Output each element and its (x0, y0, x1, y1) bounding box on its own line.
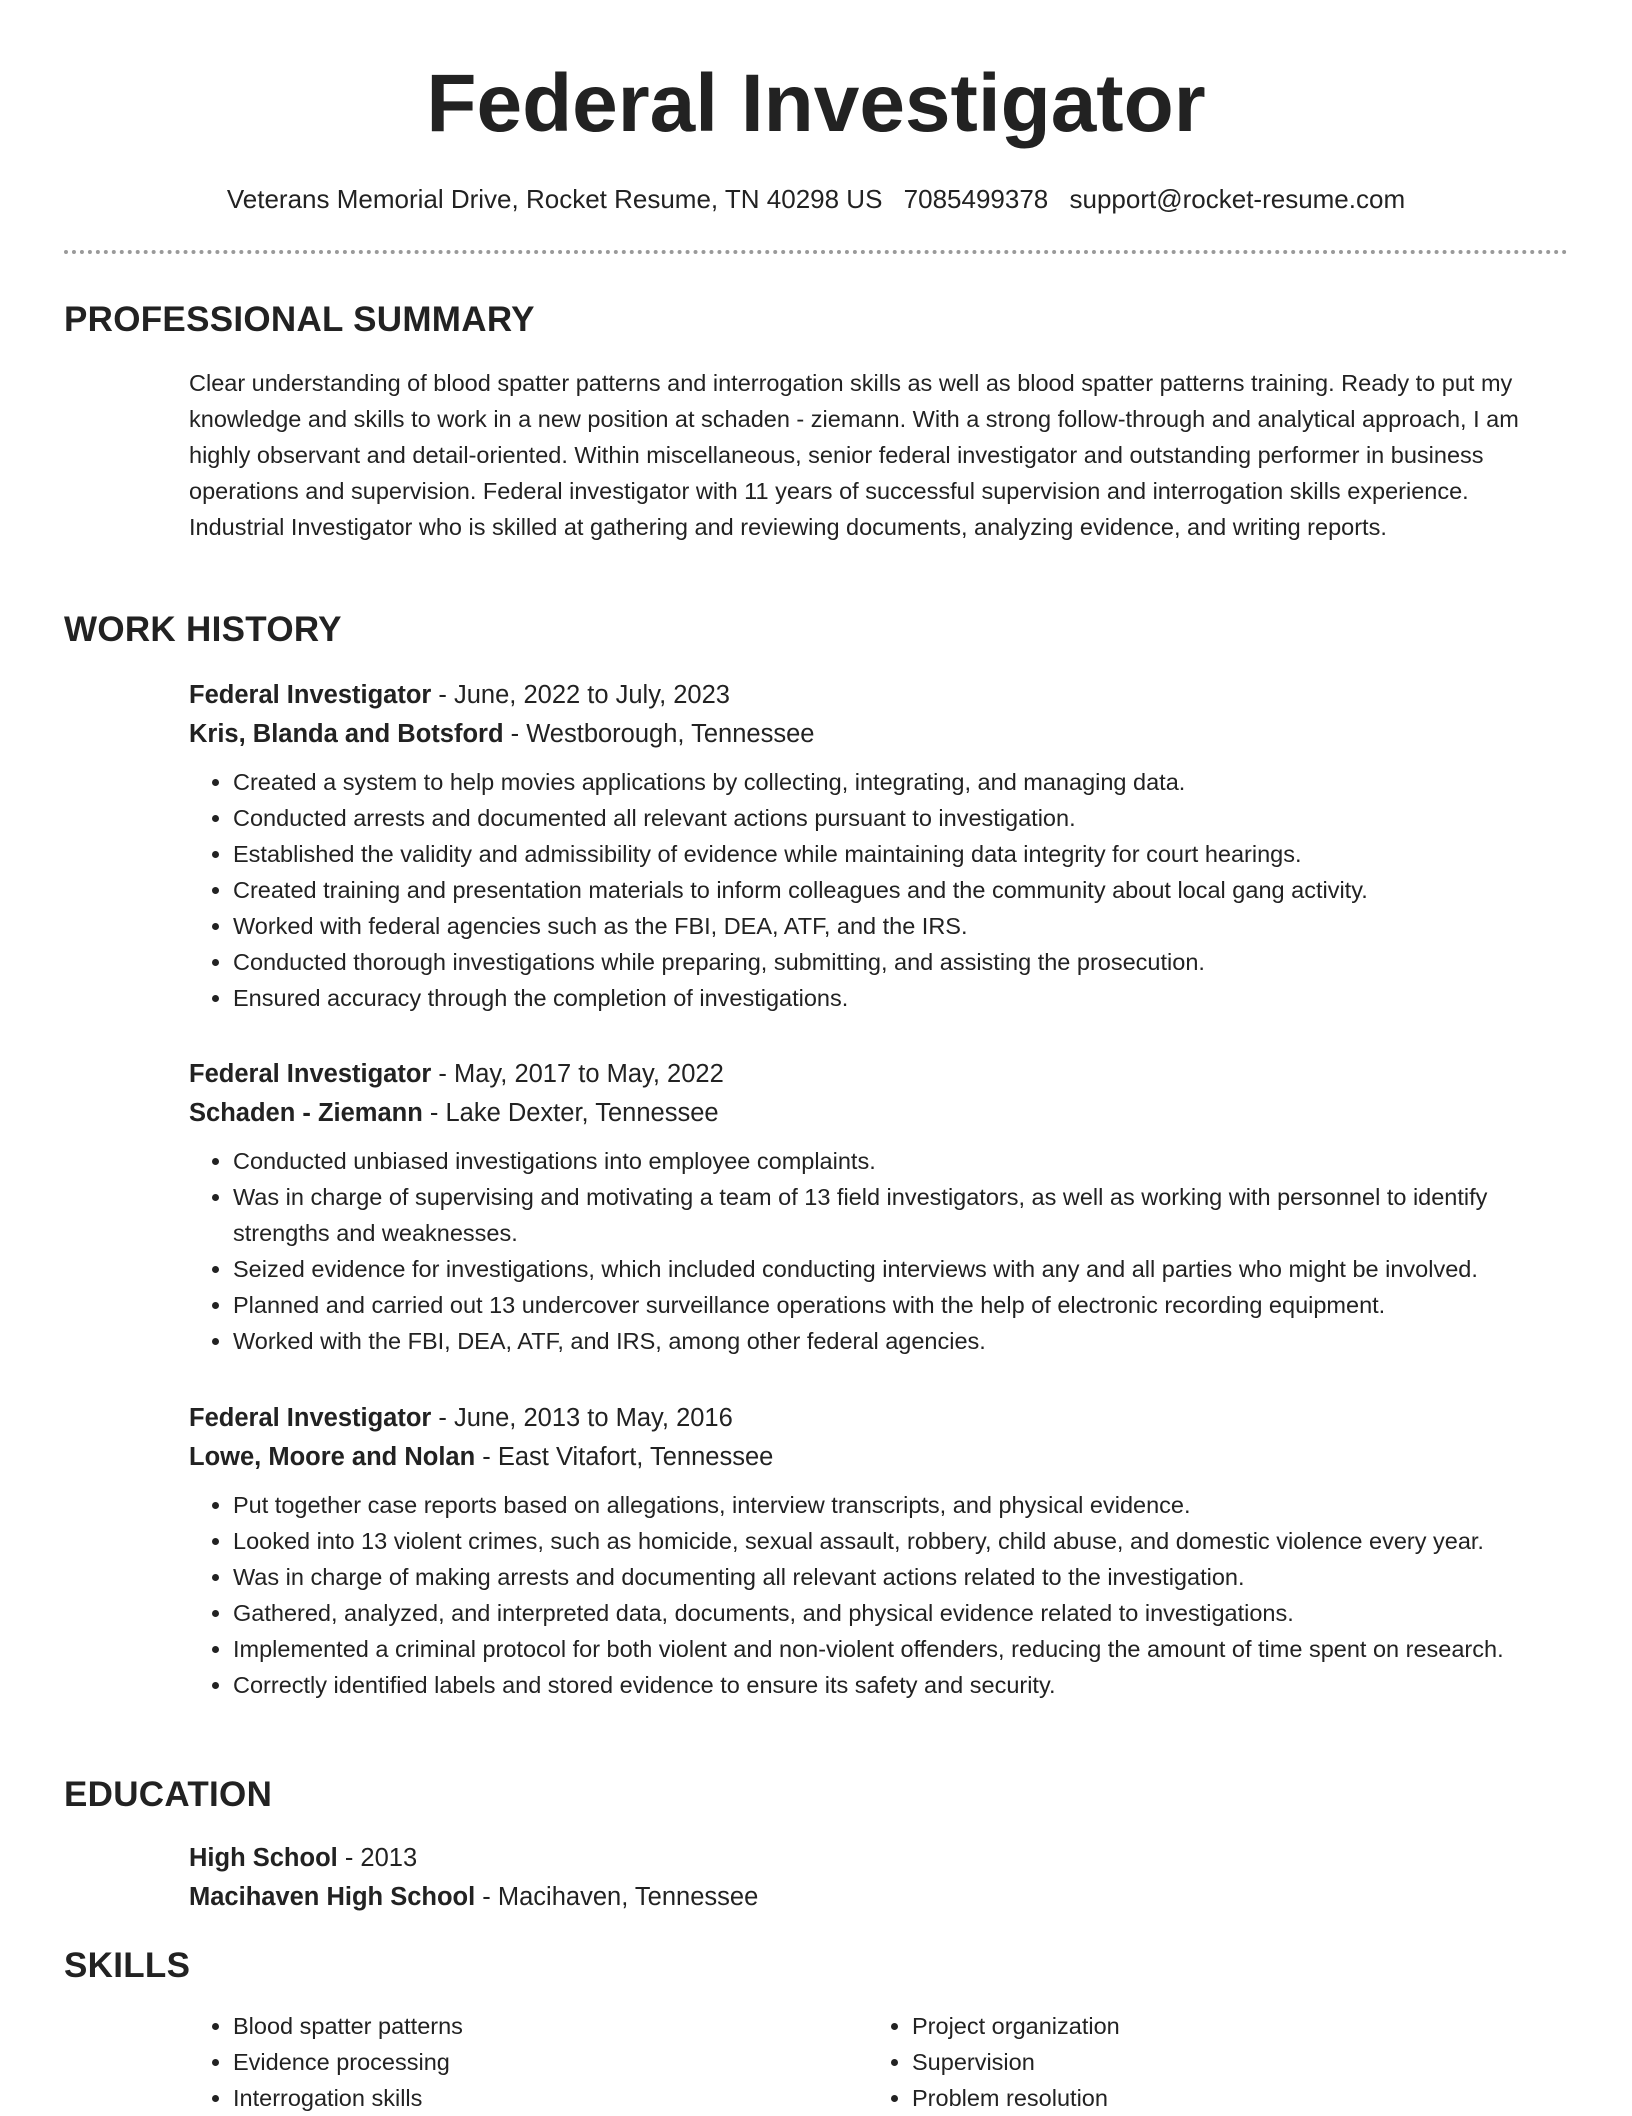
job-company: Schaden - Ziemann (189, 1099, 423, 1127)
education-heading: EDUCATION (64, 1775, 273, 1814)
list-item: • Implemented a criminal protocol for both violent and non-violent offenders, reducing the amount of time spent on research. (233, 1631, 1569, 1667)
job-company-line (189, 1094, 1569, 1133)
summary-heading: PROFESSIONAL SUMMARY (64, 300, 535, 339)
job-title: Federal Investigator (189, 681, 432, 709)
job-title-line (189, 1399, 1569, 1438)
list-item: • Correctly identified labels and stored evidence to ensure its safety and security. (233, 1667, 1569, 1703)
job-entry (189, 1399, 1569, 1703)
education-school-line (189, 1878, 1569, 1917)
job-location: - Westborough, Tennessee (503, 720, 815, 748)
contact-address: Veterans Memorial Drive, Rocket Resume, TN 40298 US (226, 184, 883, 214)
list-item: • Created a system to help movies applications by collecting, integrating, and managing data. (233, 764, 1569, 800)
skill-item: • Problem resolution (912, 2080, 1508, 2116)
job-dates: - June, 2013 to May, 2016 (431, 1404, 733, 1432)
summary-text: Clear understanding of blood spatter patterns and interrogation skills as well as blood spatter patterns training. Ready to put my knowledge and skills to work in a new position at schaden - ziemann. With a strong follow-through and analytical approach, I am highly observant and detail-oriented. Within miscellaneous, senior federal investigator and outstanding performer in business operations and supervision. Federal investigator with 11 years of successful supervision and interrogation skills experience. Industrial Investigator who is skilled at gathering and reviewing documents, analyzing evidence, and writing reports. (189, 370, 1519, 540)
list-item: • Gathered, analyzed, and interpreted data, documents, and physical evidence related to investigations. (233, 1595, 1569, 1631)
education-degree: High School (189, 1844, 338, 1872)
contact-line (0, 182, 1632, 216)
job-title-line (189, 1055, 1569, 1094)
skill-item: • Supervision (912, 2044, 1508, 2080)
job-dates: - June, 2022 to July, 2023 (431, 681, 730, 709)
job-title: Federal Investigator (189, 1060, 432, 1088)
skills-heading: SKILLS (64, 1946, 191, 1985)
job-company-line (189, 1438, 1569, 1477)
work-history-heading: WORK HISTORY (64, 610, 342, 649)
skills-list-left (189, 2008, 829, 2116)
summary-section (189, 365, 1569, 545)
skills-column-left (189, 2008, 829, 2116)
list-item: • Created training and presentation materials to inform colleagues and the community about local gang activity. (233, 872, 1569, 908)
list-item: • Planned and carried out 13 undercover surveillance operations with the help of electronic recording equipment. (233, 1287, 1569, 1323)
job-company: Kris, Blanda and Botsford (189, 720, 504, 748)
job-title: Federal Investigator (189, 1404, 432, 1432)
list-item: • Conducted thorough investigations while preparing, submitting, and assisting the prosecution. (233, 944, 1569, 980)
job-bullets (189, 764, 1569, 1016)
skills-list-right (868, 2008, 1508, 2116)
job-entry (189, 676, 1569, 1016)
list-item: • Put together case reports based on allegations, interview transcripts, and physical evidence. (233, 1487, 1569, 1523)
job-dates: - May, 2017 to May, 2022 (431, 1060, 724, 1088)
skill-item: • Project organization (912, 2008, 1508, 2044)
job-title-line (189, 676, 1569, 715)
list-item: • Was in charge of supervising and motivating a team of 13 field investigators, as well as working with personnel to identify strengths and weaknesses. (233, 1179, 1569, 1251)
job-bullets (189, 1487, 1569, 1703)
candidate-name: Federal Investigator (426, 58, 1206, 149)
skill-item: • Interrogation skills (233, 2080, 829, 2116)
skills-column-right (868, 2008, 1508, 2116)
list-item: • Worked with the FBI, DEA, ATF, and IRS, among other federal agencies. (233, 1323, 1569, 1359)
job-company-line (189, 715, 1569, 754)
list-item: • Established the validity and admissibility of evidence while maintaining data integrity for court hearings. (233, 836, 1569, 872)
education-location: - Macihaven, Tennessee (475, 1883, 759, 1911)
education-school: Macihaven High School (189, 1883, 476, 1911)
contact-phone: 7085499378 (903, 184, 1049, 214)
list-item: • Looked into 13 violent crimes, such as homicide, sexual assault, robbery, child abuse, and domestic violence every year. (233, 1523, 1569, 1559)
education-year: - 2013 (337, 1844, 418, 1872)
job-location: - East Vitafort, Tennessee (475, 1443, 774, 1471)
header-divider (64, 250, 1568, 254)
list-item: • Worked with federal agencies such as the FBI, DEA, ATF, and the IRS. (233, 908, 1569, 944)
job-company: Lowe, Moore and Nolan (189, 1443, 476, 1471)
skill-item: • Blood spatter patterns (233, 2008, 829, 2044)
education-entry (189, 1839, 1569, 1917)
list-item: • Conducted unbiased investigations into employee complaints. (233, 1143, 1569, 1179)
list-item: • Ensured accuracy through the completion of investigations. (233, 980, 1569, 1016)
job-bullets (189, 1143, 1569, 1359)
job-entry (189, 1055, 1569, 1359)
contact-email: support@rocket-resume.com (1069, 184, 1406, 214)
list-item: • Was in charge of making arrests and documenting all relevant actions related to the investigation. (233, 1559, 1569, 1595)
education-degree-line (189, 1839, 1569, 1878)
job-location: - Lake Dexter, Tennessee (422, 1099, 719, 1127)
list-item: • Conducted arrests and documented all relevant actions pursuant to investigation. (233, 800, 1569, 836)
list-item: • Seized evidence for investigations, which included conducting interviews with any and all parties who might be involved. (233, 1251, 1569, 1287)
skill-item: • Evidence processing (233, 2044, 829, 2080)
